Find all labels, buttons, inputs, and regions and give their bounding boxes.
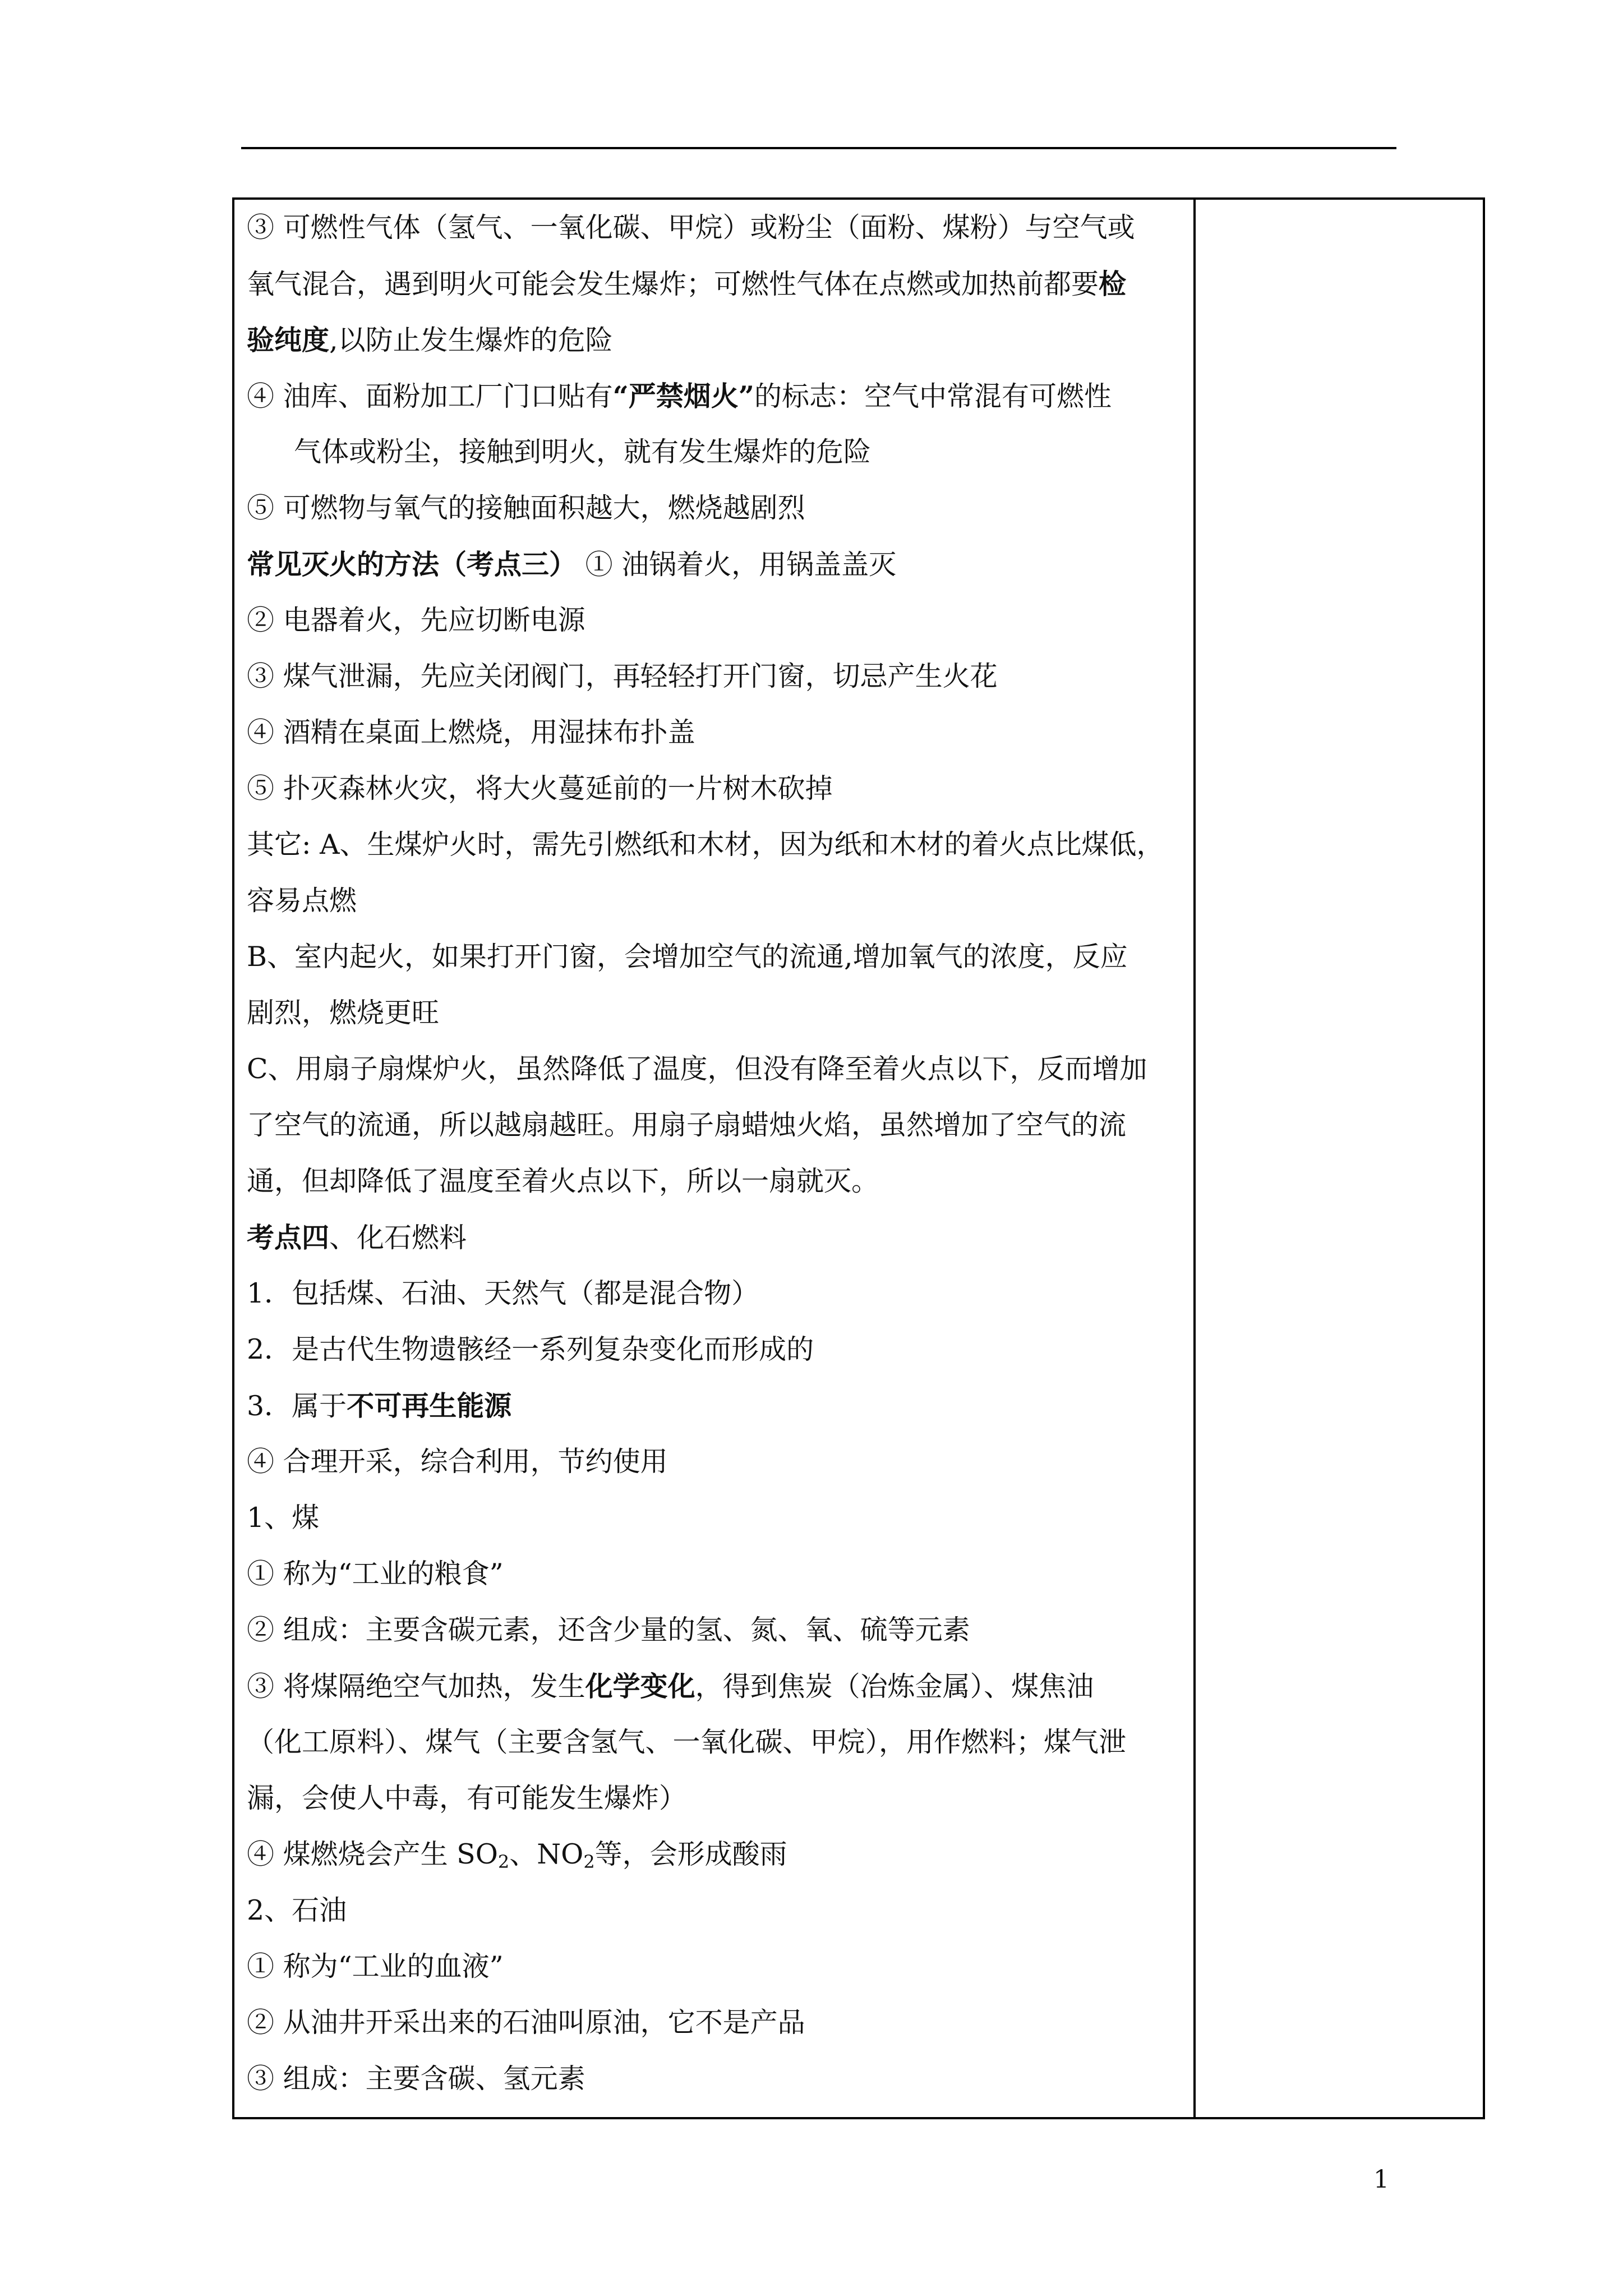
text-line: 容易点燃 <box>247 885 357 917</box>
text-line: ③ 煤气泄漏，先应关闭阀门，再轻轻打开门窗，切忌产生火花 <box>247 660 998 692</box>
subheading-coal: 1、煤 <box>247 1502 320 1534</box>
text-line: ④ 油库、面粉加工厂门口贴有“严禁烟火”的标志：空气中常混有可燃性 <box>247 380 1112 412</box>
text-line: ③ 组成：主要含碳、氢元素 <box>247 2063 585 2095</box>
text-line: 通，但却降低了温度至着火点以下，所以一扇就灭。 <box>247 1165 879 1197</box>
column-divider <box>1193 200 1196 2117</box>
content-table <box>232 197 1485 2119</box>
text-line: 2．是古代生物遗骸经一系列复杂变化而形成的 <box>247 1333 814 1365</box>
page-number: 1 <box>1373 2165 1389 2194</box>
text-line: 气体或粉尘，接触到明火，就有发生爆炸的危险 <box>294 436 872 468</box>
text-line: 氧气混合，遇到明火可能会发生爆炸；可燃性气体在点燃或加热前都要检 <box>247 268 1127 300</box>
text-line: B、室内起火，如果打开门窗，会增加空气的流通,增加氧气的浓度，反应 <box>247 941 1128 973</box>
text-line: ④ 酒精在桌面上燃烧，用湿抹布扑盖 <box>247 716 695 748</box>
text-line: 了空气的流通，所以越扇越旺。用扇子扇蜡烛火焰，虽然增加了空气的流 <box>247 1109 1127 1141</box>
text-line: ⑤ 可燃物与氧气的接触面积越大，燃烧越剧烈 <box>247 492 805 524</box>
text-line: 验纯度,以防止发生爆炸的危险 <box>247 324 613 356</box>
text-line: （化工原料）、煤气（主要含氢气、一氧化碳、甲烷），用作燃料；煤气泄 <box>247 1726 1127 1758</box>
text-line: 剧烈，燃烧更旺 <box>247 997 440 1029</box>
section-heading-fossil-fuels: 考点四、化石燃料 <box>247 1221 467 1254</box>
section-heading-extinguish: 常见灭火的方法（考点三） ① 油锅着火，用锅盖盖灭 <box>247 548 897 581</box>
text-line: ① 称为“工业的血液” <box>247 1950 504 1982</box>
text-line: 3．属于不可再生能源 <box>247 1389 512 1422</box>
text-line: ① 称为“工业的粮食” <box>247 1558 504 1590</box>
text-line: ④ 煤燃烧会产生 $SO_2$、$NO_2$等，会形成酸雨 <box>247 1838 787 1872</box>
text-line: ② 从油井开采出来的石油叫原油，它不是产品 <box>247 2007 805 2039</box>
header-rule <box>241 147 1396 149</box>
text-line: ③ 将煤隔绝空气加热，发生化学变化，得到焦炭（冶炼金属）、煤焦油 <box>247 1670 1094 1703</box>
text-line: ④ 合理开采，综合利用，节约使用 <box>247 1446 668 1478</box>
text-line: ③ 可燃性气体（氢气、一氧化碳、甲烷）或粉尘（面粉、煤粉）与空气或 <box>247 211 1135 243</box>
text-line: 1．包括煤、石油、天然气（都是混合物） <box>247 1277 759 1309</box>
subheading-petroleum: 2、石油 <box>247 1894 347 1926</box>
text-line: ② 电器着火，先应切断电源 <box>247 604 585 636</box>
text-line: ⑤ 扑灭森林火灾，将大火蔓延前的一片树木砍掉 <box>247 772 833 804</box>
text-line: C、用扇子扇煤炉火，虽然降低了温度，但没有降至着火点以下，反而增加 <box>247 1053 1147 1085</box>
text-line: 其它: A、生煤炉火时，需先引燃纸和木材，因为纸和木材的着火点比煤低， <box>247 829 1164 861</box>
text-line: ② 组成：主要含碳元素，还含少量的氢、氮、氧、硫等元素 <box>247 1614 970 1646</box>
text-line: 漏，会使人中毒，有可能发生爆炸） <box>247 1782 687 1814</box>
